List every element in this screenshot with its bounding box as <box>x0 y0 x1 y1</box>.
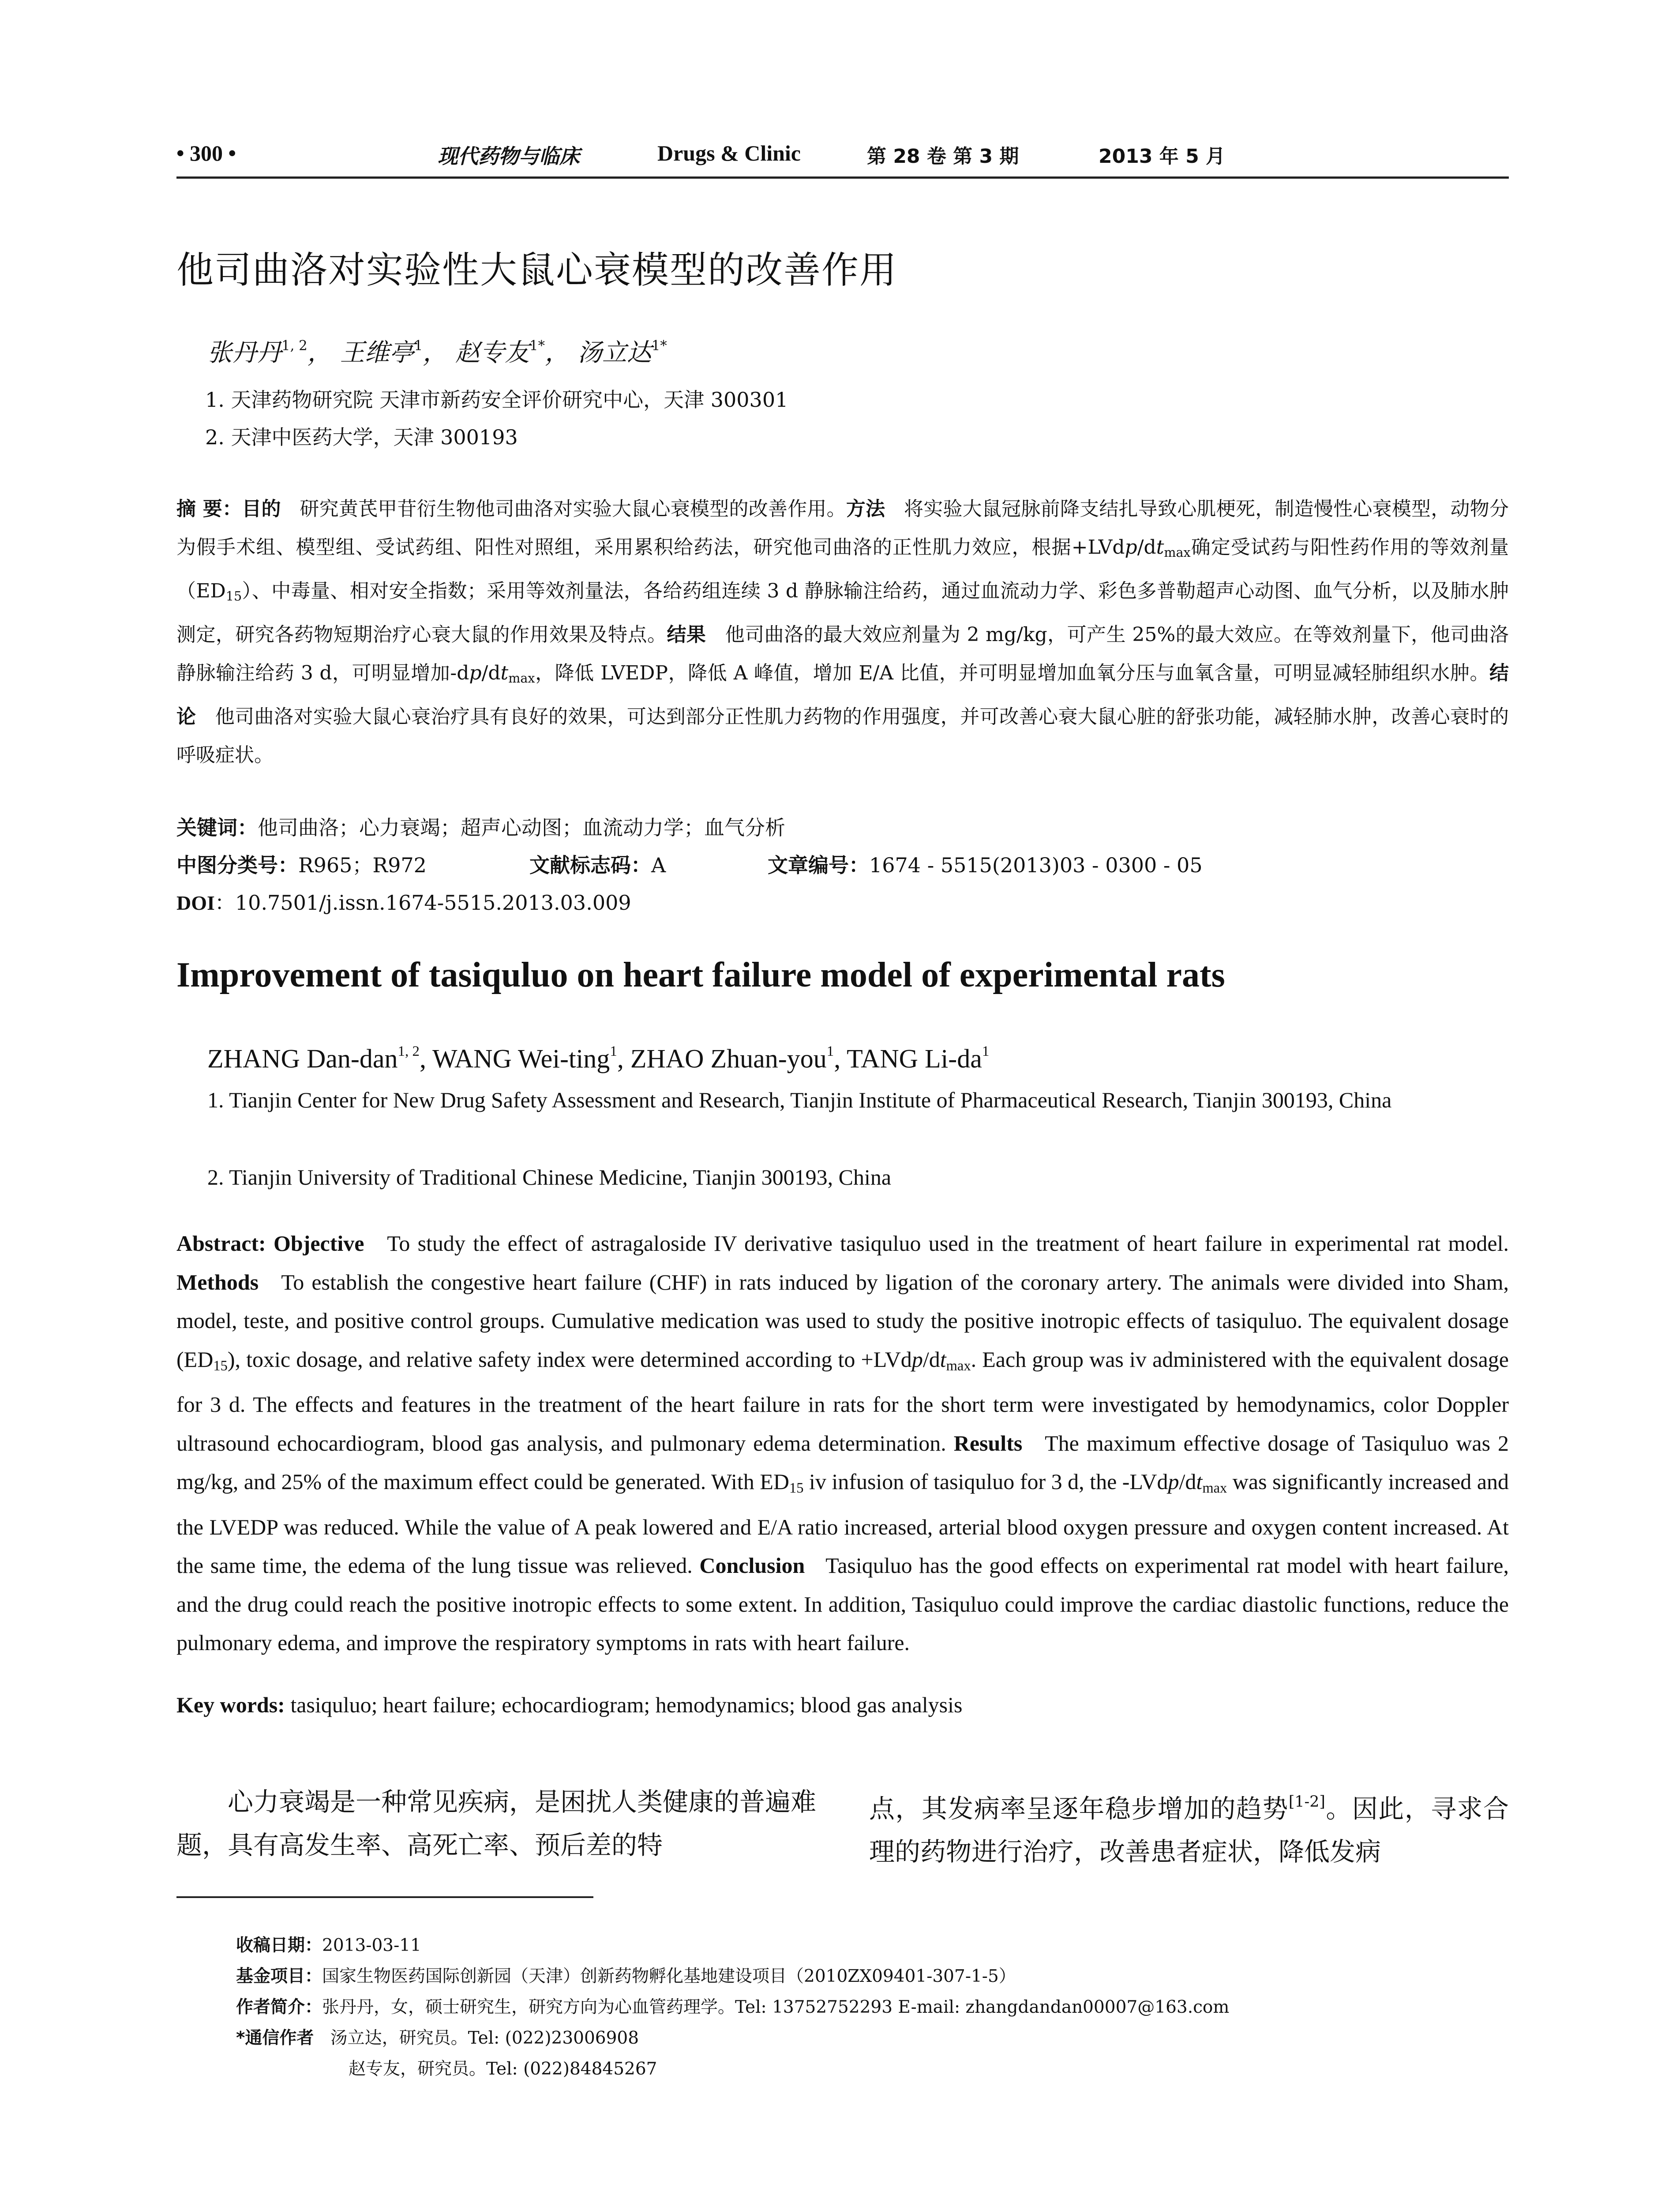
author-name: ZHANG Dan-dan <box>207 1044 398 1073</box>
symbol: t <box>940 1347 946 1372</box>
footnote-text: 2013-03-11 <box>322 1936 421 1955</box>
doi-label: DOI <box>176 892 215 914</box>
author-affil-sup: 1* <box>651 338 667 354</box>
author-name: WANG Wei-ting <box>432 1044 610 1073</box>
methods-label-cn: 方法 <box>846 498 885 520</box>
footnote-received <box>236 1932 421 1956</box>
author-affil-sup: 1, 2 <box>398 1043 420 1059</box>
author-separator: ， <box>545 338 570 367</box>
footnote-label: *通信作者 <box>236 2028 314 2048</box>
author-name: 张丹丹 <box>207 338 281 367</box>
abstract-label-en: Abstract: Objective <box>176 1231 364 1256</box>
conclusion-text-en: Tasiquluo has the good effects on experimental rat model with heart failure, and the drug could reach the positive inotropic effects to some extent. In addition, Tasiquluo could improve the cardiac diastolic functions, reduce the pulmonary edema, and improve the respiratory symptoms in rats with heart failure. <box>176 1553 1509 1655</box>
keywords-label-en: Key words: <box>176 1692 285 1717</box>
author-separator: , <box>834 1044 847 1073</box>
doi-line <box>176 887 631 916</box>
results-text-en: was significantly increased and the LVEDP was reduced. While the value of A peak lowered and E/A ratio increased, arterial blood oxygen pressure and oxygen content increased. At the same time, the edema of the lung tissue was relieved. <box>176 1469 1509 1578</box>
symbol: p <box>469 662 482 685</box>
footnote-rule <box>176 1896 593 1898</box>
affiliation-cn-2: 2. 天津中医药大学，天津 300193 <box>205 425 518 449</box>
subscript: max <box>1202 1480 1227 1497</box>
keywords-text-en: tasiquluo; heart failure; echocardiogram; hemodynamics; blood gas analysis <box>285 1692 963 1717</box>
methods-text-cn: 确定受试药与阳性药作用的等效剂量（ED <box>176 536 1509 603</box>
doc-code <box>529 849 666 878</box>
author-affil-sup: 1, 2 <box>281 338 308 354</box>
subscript: max <box>946 1358 971 1374</box>
footnote-author <box>236 1993 1229 2018</box>
body-text: 。因此，寻求合理的药物进行治疗，改善患者症状，降低发病 <box>869 1793 1509 1867</box>
abstract-en <box>176 1224 1509 1662</box>
symbol: /d <box>922 1347 940 1372</box>
symbol: /d <box>1137 536 1156 559</box>
author-name: ZHAO Zhuan-you <box>630 1044 827 1073</box>
keywords-cn <box>176 812 785 841</box>
footnote-correspondence-2: 赵专友，研究员。Tel: (022)84845267 <box>349 2059 657 2079</box>
objective-text-cn: 研究黄芪甲苷衍生物他司曲洛对实验大鼠心衰模型的改善作用。 <box>300 498 846 520</box>
title-cn: 他司曲洛对实验性大鼠心衰模型的改善作用 <box>176 248 898 292</box>
subscript: max <box>508 671 535 686</box>
footnote-text: 汤立达，研究员。Tel: (022)23006908 <box>330 2028 639 2048</box>
author-affil-sup: 1 <box>826 1043 834 1059</box>
journal-name-cn: 现代药物与临床 <box>438 144 580 168</box>
symbol: t <box>1156 536 1164 559</box>
footnote-text: 国家生物医药国际创新园（天津）创新药物孵化基地建设项目（2010ZX09401-307-1-5） <box>322 1966 1016 1986</box>
results-label-en: Results <box>953 1430 1023 1456</box>
doc-code-label: 文献标志码： <box>529 853 651 877</box>
methods-text-en: ), toxic dosage, and relative safety index were determined according to +LVd <box>227 1347 912 1372</box>
objective-text-en: To study the effect of astragaloside IV derivative tasiquluo used in the treatment of heart failure in experimental rat model. <box>387 1231 1509 1256</box>
subscript: 15 <box>225 589 242 604</box>
author-separator: ， <box>423 338 448 367</box>
article-number-label: 文章编号： <box>768 853 869 877</box>
objective-label-cn: 目的 <box>242 498 281 520</box>
results-text-en: The maximum effective dosage of Tasiquluo was 2 mg/kg, and 25% of the maximum effect could be generated. With ED <box>176 1430 1509 1494</box>
author-name: 王维亭 <box>340 338 414 367</box>
authors-en <box>207 1043 989 1074</box>
classification-line <box>176 849 1203 878</box>
author-name: 汤立达 <box>577 338 652 367</box>
author-name: 赵专友 <box>455 338 530 367</box>
affiliation-en-2: 2. Tianjin University of Traditional Chinese Medicine, Tianjin 300193, China <box>207 1165 892 1189</box>
keywords-label-cn: 关键词： <box>176 816 258 840</box>
author-separator: , <box>617 1044 630 1073</box>
affiliation-en-1: 1. Tianjin Center for New Drug Safety Assessment and Research, Tianjin Institute of Pharmaceutical Research, Tianjin 300193, China <box>207 1088 1392 1112</box>
title-en: Improvement of tasiquluo on heart failure model of experimental rats <box>176 956 1225 994</box>
symbol: t <box>1196 1469 1203 1494</box>
page-number: • 300 • <box>176 141 236 165</box>
results-text-cn: ，降低 LVEDP，降低 A 峰值，增加 E/A 比值，并可明显增加血氧分压与血氧含量，可明显减轻肺组织水肿。 <box>535 662 1489 685</box>
volume-issue: 第 28 卷 第 3 期 <box>867 145 1019 168</box>
footnote-label: 作者简介： <box>236 1997 322 2017</box>
symbol: /d <box>1179 1469 1196 1494</box>
footnote-fund <box>236 1962 1016 1987</box>
body-text: 点，其发病率呈逐年稳步增加的趋势 <box>869 1793 1289 1824</box>
issue-date: 2013 年 5 月 <box>1099 145 1226 168</box>
conclusion-label-cn: 结论 <box>176 662 1509 728</box>
author-name: TANG Li-da <box>847 1044 982 1073</box>
results-label-cn: 结果 <box>667 623 706 646</box>
header-rule <box>176 176 1509 179</box>
methods-label-en: Methods <box>176 1269 259 1294</box>
symbol: p <box>1168 1469 1179 1494</box>
methods-text-en: . Each group was iv administered with the equivalent dosage for 3 d. The effects and features in the treatment of the heart failure in rats for the short term were investigated by hemodynamics, color Doppler ultrasound echocardiogram, blood gas analysis, and pulmonary edema determination. <box>176 1347 1509 1456</box>
keywords-en <box>176 1692 962 1718</box>
author-affil-sup: 1 <box>610 1043 617 1059</box>
keywords-text-cn: 他司曲洛；心力衰竭；超声心动图；血流动力学；血气分析 <box>258 816 785 840</box>
subscript: max <box>1164 545 1191 560</box>
abstract-cn <box>176 490 1509 774</box>
methods-text-cn: ）、中毒量、相对安全指数；采用等效剂量法，各给药组连续 3 d 静脉输注给药，通过血流动力学、彩色多普勒超声心动图、血气分析，以及肺水肿测定，研究各药物短期治疗心衰大鼠的作用效果及特点。 <box>176 580 1509 646</box>
body-column-left: 心力衰竭是一种常见疾病，是困扰人类健康的普遍难题，具有高发生率、高死亡率、预后差的特 <box>176 1787 817 1860</box>
subscript: 15 <box>789 1480 804 1497</box>
doc-code-value: A <box>651 853 666 877</box>
subscript: 15 <box>213 1358 228 1374</box>
footnote-label: 收稿日期： <box>236 1936 322 1955</box>
author-separator: , <box>420 1044 432 1073</box>
clc-label: 中图分类号： <box>176 853 298 877</box>
journal-name-en: Drugs & Clinic <box>657 141 801 165</box>
symbol: p <box>1125 536 1137 559</box>
citation-ref: [1-2] <box>1288 1793 1325 1811</box>
author-separator: ， <box>307 338 332 367</box>
abstract-label-cn: 摘 要： <box>176 498 242 520</box>
author-affil-sup: 1* <box>529 338 545 354</box>
footnote-text: 张丹丹，女，硕士研究生，研究方向为心血管药理学。Tel: 13752752293 E-mail: zhangdandan00007@163.com <box>322 1997 1230 2017</box>
affiliation-cn-1: 1. 天津药物研究院 天津市新药安全评价研究中心，天津 300301 <box>205 388 788 412</box>
methods-text-en: To establish the congestive heart failure (CHF) in rats induced by ligation of the coronary artery. The animals were divided into Sham, model, teste, and positive control groups. Cumulative medication was used to study the positive inotropic effects of tasiquluo. The equivalent dosage (ED <box>176 1269 1509 1372</box>
conclusion-text-cn: 他司曲洛对实验大鼠心衰治疗具有良好的效果，可达到部分正性肌力药物的作用强度，并可改善心衰大鼠心脏的舒张功能，减轻肺水肿，改善心衰时的呼吸症状。 <box>176 705 1509 767</box>
body-column-right <box>869 1780 1509 1873</box>
running-header <box>176 140 1509 171</box>
authors-cn <box>207 333 667 368</box>
footnote-label: 基金项目： <box>236 1966 322 1986</box>
methods-text-cn: 将实验大鼠冠脉前降支结扎导致心肌梗死，制造慢性心衰模型，动物分为假手术组、模型组、受试药组、阳性对照组，采用累积给药法，研究他司曲洛的正性肌力效应，根据+LVd <box>176 498 1509 559</box>
symbol: /d <box>481 662 501 685</box>
symbol: p <box>911 1347 923 1372</box>
footnote-correspondence <box>236 2024 639 2049</box>
clc-value: R965；R972 <box>298 853 427 877</box>
author-affil-sup: 1 <box>414 338 423 354</box>
article-number <box>768 849 1203 878</box>
author-affil-sup: 1 <box>982 1043 990 1059</box>
doi-value: ：10.7501/j.issn.1674-5515.2013.03.009 <box>214 891 631 915</box>
results-text-cn: 他司曲洛的最大效应剂量为 2 mg/kg，可产生 25%的最大效应。在等效剂量下，他司曲洛静脉输注给药 3 d，可明显增加-d <box>176 623 1509 685</box>
symbol: t <box>500 662 509 685</box>
article-number-value: 1674 - 5515(2013)03 - 0300 - 05 <box>869 853 1203 877</box>
results-text-en: iv infusion of tasiquluo for 3 d, the -LVd <box>803 1469 1168 1494</box>
conclusion-label-en: Conclusion <box>699 1553 805 1578</box>
